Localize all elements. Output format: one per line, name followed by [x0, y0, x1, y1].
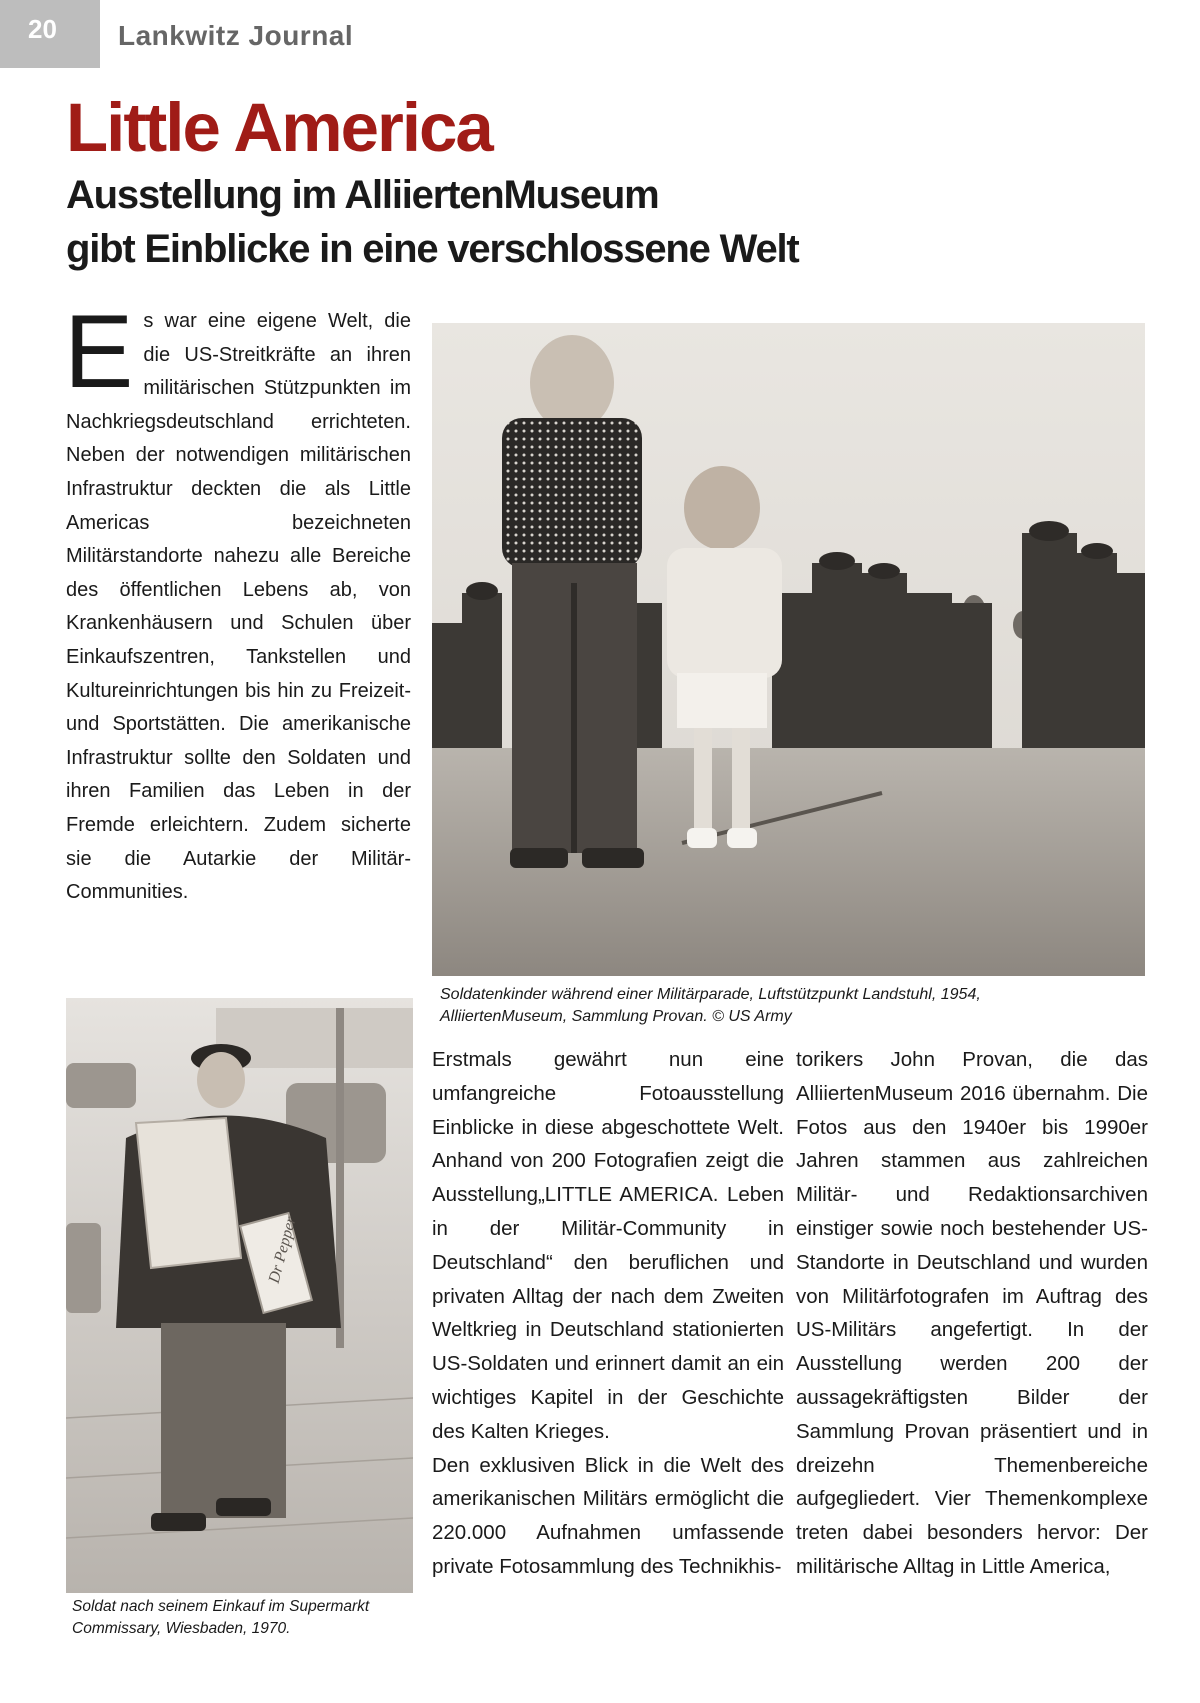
- intro-paragraph: [64, 294, 411, 910]
- article-subtitle: [66, 168, 826, 276]
- column1-paragraph-1: Erstmals gewährt nun eine umfangreiche Fotoausstellung Einblicke in diese abgeschottete Welt. Anhand von 200 Fotografien zeigt die Ausstellung„LITTLE AMERICA. Leben in der Militär-Community in Deutschland“ den beruflichen und privaten Alltag der nach dem Zweiten Weltkrieg in Deutschland stationierten US-Soldaten und erinnert damit an ein wichtiges Kapitel in der Geschichte des Kalten Krieges.: [432, 1048, 784, 1443]
- page-number: 20: [28, 14, 57, 44]
- article-column-1: [432, 1043, 784, 1584]
- shopping-photo-caption: [72, 1596, 412, 1640]
- subtitle-line-2: gibt Einblicke in eine verschlossene Welt: [66, 227, 799, 271]
- column1-paragraph-2: Den exklusiven Blick in die Welt des amerikanischen Militärs ermöglicht die 220.000 Aufnahmen umfassende private Fotosammlung des Technikhis-: [432, 1453, 784, 1578]
- article-column-2: [796, 1043, 1148, 1584]
- parade-photo: [432, 323, 1145, 976]
- drop-cap: E: [64, 294, 134, 410]
- article-title: Little America: [66, 89, 492, 166]
- shopping-caption-line-2: Commissary, Wiesbaden, 1970.: [72, 1620, 291, 1637]
- parade-caption-line-2: AlliiertenMuseum, Sammlung Provan. © US Army: [440, 1008, 792, 1025]
- dr-pepper-label: Dr Pepper: [265, 1214, 300, 1285]
- journal-name: Lankwitz Journal: [118, 20, 354, 51]
- parade-photo-caption: [440, 984, 1080, 1028]
- intro-text: s war eine eigene Welt, die die US-Streitkräfte an ihren militärischen Stützpunkten im Nachkriegsdeutschland errichteten. Neben der notwendigen militärischen Infrastruktur deckten die als Little Americas bezeichneten Militärstandorte nahezu alle Bereiche des öffentlichen Lebens ab, von Krankenhäusern und Schulen über Einkaufszentren, Tankstellen und Kultureinrichtungen bis hin zu Freizeit- und Sportstätten. Die amerikanische Infrastruktur sollte den Soldaten und ihren Familien das Leben in der Fremde erleichtern. Zudem sicherte sie die Autarkie der Militär-Communities.: [66, 310, 411, 904]
- subtitle-line-1: Ausstellung im AlliiertenMuseum: [66, 173, 659, 217]
- shopping-soldier-photo: [66, 998, 413, 1593]
- shopping-caption-line-1: Soldat nach seinem Einkauf im Supermarkt: [72, 1598, 370, 1615]
- column2-paragraph: torikers John Provan, die das AlliiertenMuseum 2016 übernahm. Die Fotos aus den 1940er bis 1990er Jahren stammen aus zahlreichen Militär- und Redaktionsarchiven einstiger sowie noch bestehender US-Standorte in Deutschland und wurden von Militärfotografen im Auftrag des US-Militärs angefertigt. In der Ausstellung werden 200 der aussagekräftigsten Bilder der Sammlung Provan präsentiert und in dreizehn Themenbereiche aufgegliedert. Vier Themenkomplexe treten dabei besonders hervor: Der militärische Alltag in Little America,: [796, 1048, 1148, 1578]
- parade-caption-line-1: Soldatenkinder während einer Militärparade, Luftstützpunkt Landstuhl, 1954,: [440, 986, 981, 1003]
